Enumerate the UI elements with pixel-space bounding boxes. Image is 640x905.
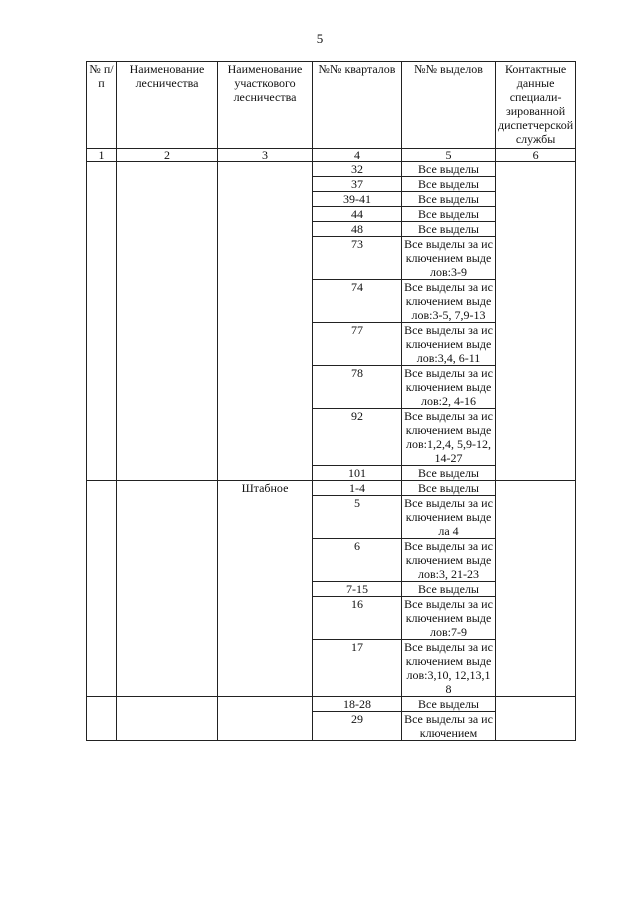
- allotments-cell: Все выделы: [402, 697, 496, 712]
- quarter-cell: 77: [313, 323, 402, 366]
- header-row: [87, 62, 576, 149]
- quarter-cell: 16: [313, 597, 402, 640]
- quarter-cell: 7-15: [313, 582, 402, 597]
- allotments-cell: Все выделы: [402, 192, 496, 207]
- column-number: 4: [313, 149, 402, 162]
- quarter-cell: 1-4: [313, 481, 402, 496]
- contact-cell: [496, 162, 576, 481]
- district-forestry-cell: [218, 162, 313, 481]
- allotments-cell: Все выделы за исключением выдела 4: [402, 496, 496, 539]
- contact-cell: [496, 481, 576, 697]
- allotments-cell: Все выделы за исключением: [402, 712, 496, 741]
- allotments-cell: Все выделы за исключением выделов:3-5, 7,9-13: [402, 280, 496, 323]
- quarter-cell: 29: [313, 712, 402, 741]
- quarter-cell: 44: [313, 207, 402, 222]
- header-quarters: №№ кварталов: [313, 62, 402, 149]
- allotments-cell: Все выделы за исключением выделов:3-9: [402, 237, 496, 280]
- allotments-cell: Все выделы за исключением выделов:3, 21-23: [402, 539, 496, 582]
- quarter-cell: 17: [313, 640, 402, 697]
- header-forestry: Наименование лесничества: [117, 62, 218, 149]
- column-number: 2: [117, 149, 218, 162]
- quarter-cell: 78: [313, 366, 402, 409]
- quarter-cell: 92: [313, 409, 402, 466]
- allotments-cell: Все выделы: [402, 162, 496, 177]
- quarter-cell: 5: [313, 496, 402, 539]
- table-body: [87, 149, 576, 741]
- allotments-cell: Все выделы: [402, 582, 496, 597]
- column-number: 6: [496, 149, 576, 162]
- column-number: 1: [87, 149, 117, 162]
- column-number: 3: [218, 149, 313, 162]
- row-number-cell: [87, 481, 117, 697]
- quarter-cell: 48: [313, 222, 402, 237]
- forestry-table: [86, 61, 576, 741]
- allotments-cell: Все выделы: [402, 466, 496, 481]
- header-allotments: №№ выделов: [402, 62, 496, 149]
- contact-cell: [496, 697, 576, 741]
- allotments-cell: Все выделы: [402, 207, 496, 222]
- row-number-cell: [87, 697, 117, 741]
- header-contacts: Контактные данные специали-зированной диспетчерской службы: [496, 62, 576, 149]
- allotments-cell: Все выделы за исключением выделов:3,10, 12,13,18: [402, 640, 496, 697]
- allotments-cell: Все выделы: [402, 481, 496, 496]
- table-row: [87, 481, 576, 496]
- quarter-cell: 101: [313, 466, 402, 481]
- quarter-cell: 37: [313, 177, 402, 192]
- page-number: 5: [316, 31, 324, 46]
- forestry-cell: [117, 162, 218, 481]
- column-number-row: [87, 149, 576, 162]
- allotments-cell: Все выделы: [402, 222, 496, 237]
- allotments-cell: Все выделы за исключением выделов:1,2,4, 5,9-12,14-27: [402, 409, 496, 466]
- column-number: 5: [402, 149, 496, 162]
- district-forestry-cell: Штабное: [218, 481, 313, 697]
- forestry-cell: [117, 481, 218, 697]
- allotments-cell: Все выделы за исключением выделов:7-9: [402, 597, 496, 640]
- quarter-cell: 73: [313, 237, 402, 280]
- quarter-cell: 32: [313, 162, 402, 177]
- quarter-cell: 6: [313, 539, 402, 582]
- allotments-cell: Все выделы за исключением выделов:3,4, 6-11: [402, 323, 496, 366]
- quarter-cell: 39-41: [313, 192, 402, 207]
- district-forestry-cell: [218, 697, 313, 741]
- allotments-cell: Все выделы за исключением выделов:2, 4-16: [402, 366, 496, 409]
- row-number-cell: [87, 162, 117, 481]
- table-row: [87, 697, 576, 712]
- quarter-cell: 74: [313, 280, 402, 323]
- header-district-forestry: Наименование участкового лесничества: [218, 62, 313, 149]
- quarter-cell: 18-28: [313, 697, 402, 712]
- header-number: № п/п: [87, 62, 117, 149]
- forestry-cell: [117, 697, 218, 741]
- allotments-cell: Все выделы: [402, 177, 496, 192]
- table-row: [87, 162, 576, 177]
